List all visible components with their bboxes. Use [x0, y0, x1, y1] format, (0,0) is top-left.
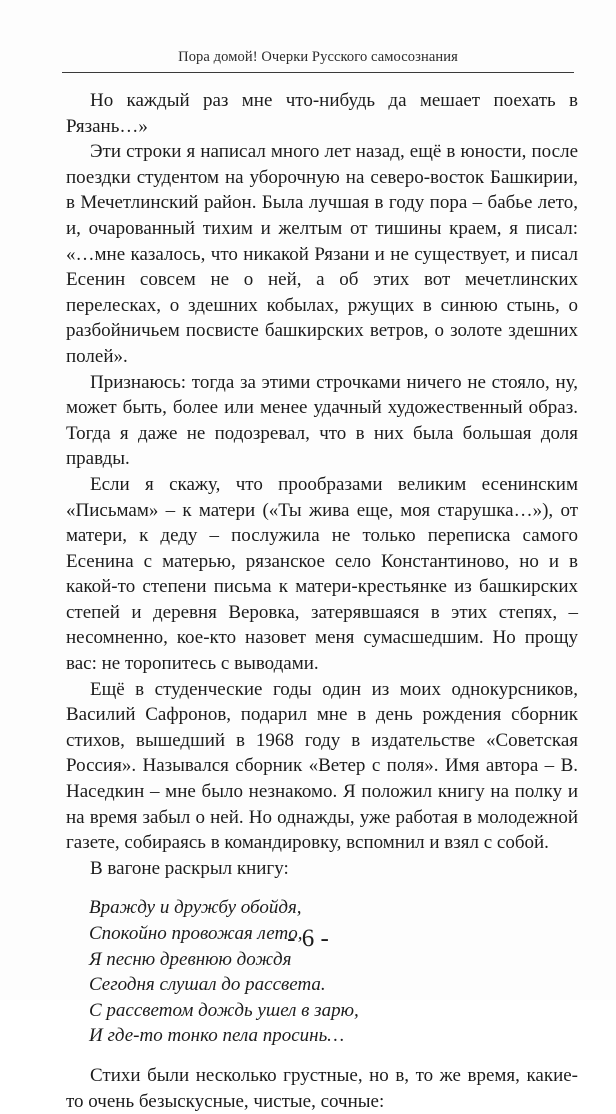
poem-line: Вражду и дружбу обойдя, [89, 897, 302, 919]
body-text [66, 88, 578, 1114]
paragraph: Если я скажу, что прообразами великим есенинским «Письмам» – к матери («Ты жива еще, моя старушка…»), от матери, к деду – послужила не только переписка самого Есенина с матерью, рязанское село Константиново, но и в какой-то степени письма к матери-крестьянке из башкирских степей и деревня Веровка, затерявшаяся в этих степях, – несомненно, кое-кто назовет меня сумасшедшим. Но прощу вас: не торопитесь с выводами. [66, 473, 578, 675]
poem-line: Я песню древнюю дождя [89, 948, 292, 970]
poem-line: Сегодня слушал до рассвета. [89, 974, 326, 996]
paragraph: Эти строки я написал много лет назад, ещё в юности, после поездки студентом на уборочную на северо-восток Башкирии, в Мечетлинский район. Была лучшая в году пора – бабье лето, и, очарованный тихим и желтым от тишины краем, я писал: «…мне казалось, что никакой Рязани и не существует, и писал Есенин совсем не о ней, а об этих вот мечетлинских перелесках, о здешних кобылах, ржущих в синюю стынь, о разбойничьем посвисте башкирских ветров, о золоте здешних полей». [66, 141, 578, 367]
paragraph: В вагоне раскрыл книгу: [90, 857, 289, 879]
poem-line: С рассветом дождь ушел в зарю, [89, 999, 359, 1021]
poem-line: Спокойно провожая лето, [89, 923, 303, 944]
poem-block [89, 895, 578, 1049]
page-number: - 6 - [287, 925, 329, 952]
running-header: Пора домой! Очерки Русского самосознания [178, 49, 458, 65]
paragraph: Признаюсь: тогда за этими строчками ничего не стояло, ну, может быть, более или менее удачный художественный образ. Тогда я даже не подозревал, что в них была большая доля правды. [66, 371, 578, 470]
poem-line: И где-то тонко пела просинь… [89, 1025, 345, 1047]
paragraph: Стихи были несколько грустные, но в, то же время, какие-то очень безыскусные, чистые, сочные: [66, 1064, 578, 1112]
paragraph: Но каждый раз мне что-нибудь да мешает поехать в Рязань…» [66, 90, 578, 137]
header-rule [62, 72, 574, 73]
paragraph: Ещё в студенческие годы один из моих однокурсников, Василий Сафронов, подарил мне в день рождения сборник стихов, вышедший в 1968 году в издательстве «Советская Россия». Назывался сборник «Ветер с поля». Имя автора – В. Наседкин – мне было незнакомо. Я положил книгу на полку и на время забыл о ней. Но однажды, уже работая в молодежной газете, собираясь в командировку, вспомнил и взял с собой. [66, 678, 578, 854]
